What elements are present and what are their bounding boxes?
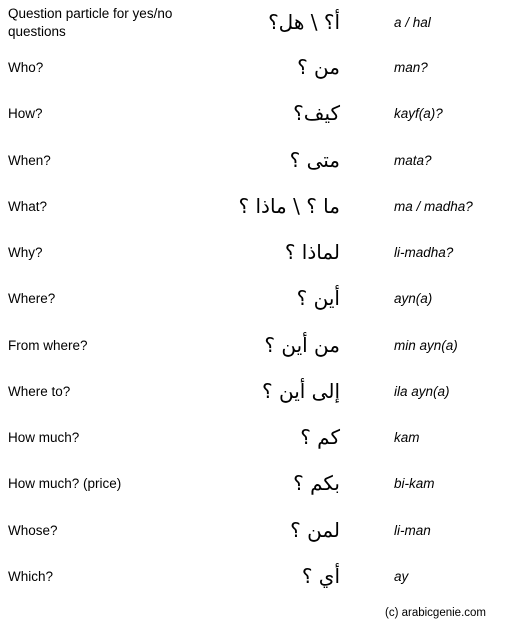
transliteration: mata? bbox=[394, 153, 432, 168]
arabic-word: بكم ؟ bbox=[293, 471, 340, 495]
english-word: Which? bbox=[8, 569, 54, 584]
english-word: How much? bbox=[8, 430, 80, 445]
table-row bbox=[0, 91, 510, 137]
english-word: How much? (price) bbox=[8, 476, 122, 491]
transliteration: bi-kam bbox=[394, 476, 435, 491]
table-row bbox=[0, 0, 510, 46]
arabic-word: من ؟ bbox=[297, 55, 340, 79]
table-row bbox=[0, 415, 510, 461]
table-row bbox=[0, 369, 510, 415]
transliteration: li-madha? bbox=[394, 245, 454, 260]
table-row bbox=[0, 323, 510, 369]
english-word: When? bbox=[8, 153, 51, 168]
table-row bbox=[0, 461, 510, 507]
arabic-word: لمن ؟ bbox=[290, 518, 340, 542]
transliteration: ila ayn(a) bbox=[394, 384, 450, 399]
arabic-word: كيف؟ bbox=[293, 101, 340, 125]
arabic-word: أ؟ \ هل؟ bbox=[268, 10, 340, 34]
table-row bbox=[0, 138, 510, 184]
arabic-word: أين ؟ bbox=[296, 286, 340, 310]
transliteration: kayf(a)? bbox=[394, 106, 443, 121]
english-word: Why? bbox=[8, 245, 43, 260]
transliteration: a / hal bbox=[394, 15, 431, 30]
english-word: How? bbox=[8, 106, 43, 121]
english-word: Whose? bbox=[8, 523, 58, 538]
transliteration: man? bbox=[394, 60, 428, 75]
table-row bbox=[0, 230, 510, 276]
copyright-notice: (c) arabicgenie.com bbox=[385, 607, 486, 619]
table-row bbox=[0, 184, 510, 230]
arabic-word: ما ؟ \ ماذا ؟ bbox=[238, 194, 340, 218]
arabic-word: إلى أين ؟ bbox=[262, 379, 340, 403]
english-word: From where? bbox=[8, 338, 88, 353]
english-word: Question particle for yes/no questions bbox=[8, 6, 173, 39]
table-row bbox=[0, 554, 510, 600]
english-word: Where to? bbox=[8, 384, 71, 399]
transliteration: ay bbox=[394, 569, 409, 584]
arabic-word: أي ؟ bbox=[301, 564, 340, 588]
transliteration: min ayn(a) bbox=[394, 338, 458, 353]
table-row bbox=[0, 276, 510, 322]
transliteration: li-man bbox=[394, 523, 431, 538]
table-row bbox=[0, 508, 510, 554]
arabic-word: من أين ؟ bbox=[264, 333, 340, 357]
transliteration: kam bbox=[394, 430, 420, 445]
arabic-word: لماذا ؟ bbox=[284, 240, 340, 264]
transliteration: ma / madha? bbox=[394, 199, 473, 214]
english-word: Where? bbox=[8, 291, 56, 306]
transliteration: ayn(a) bbox=[394, 291, 433, 306]
table-row bbox=[0, 45, 510, 91]
arabic-word: متى ؟ bbox=[289, 148, 340, 172]
english-word: What? bbox=[8, 199, 48, 214]
arabic-word: كم ؟ bbox=[300, 425, 340, 449]
english-word: Who? bbox=[8, 60, 44, 75]
